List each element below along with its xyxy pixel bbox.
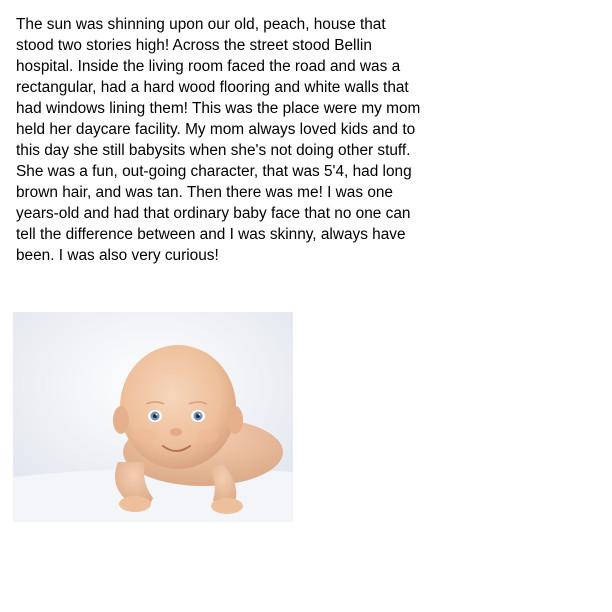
story-line-11: tell the difference between and I was skinny, always have [16, 226, 406, 243]
baby-right-hand [211, 498, 243, 514]
story-line-2: stood two stories high! Across the street stood Bellin [16, 37, 372, 54]
story-line-10: years-old and had that ordinary baby face that no one can [16, 205, 411, 222]
baby-right-eye-highlight [199, 414, 201, 416]
story-line-4: rectangular, had a hard wood flooring and white walls that [16, 79, 409, 96]
baby-left-hand [119, 496, 151, 512]
baby-photo [13, 312, 293, 522]
baby-right-ear [227, 406, 243, 434]
story-line-5: had windows lining them! This was the place were my mom [16, 100, 421, 117]
story-paragraph [16, 14, 456, 266]
baby-left-ear [113, 406, 129, 434]
story-line-1: The sun was shinning upon our old, peach, house that [16, 16, 386, 33]
baby-illustration [13, 312, 293, 522]
story-line-7: this day she still babysits when she's not doing other stuff. [16, 142, 411, 159]
baby-left-cheek [134, 429, 156, 443]
baby-left-eye-highlight [156, 414, 158, 416]
story-line-3: hospital. Inside the living room faced the road and was a [16, 58, 401, 75]
story-line-8: She was a fun, out-going character, that was 5'4, had long [16, 163, 412, 180]
baby-nose [170, 428, 182, 436]
baby-right-cheek [197, 429, 219, 443]
story-line-12: been. I was also very curious! [16, 247, 219, 264]
story-line-9: brown hair, and was tan. Then there was me! I was one [16, 184, 393, 201]
story-line-6: held her daycare facility. My mom always loved kids and to [16, 121, 416, 138]
